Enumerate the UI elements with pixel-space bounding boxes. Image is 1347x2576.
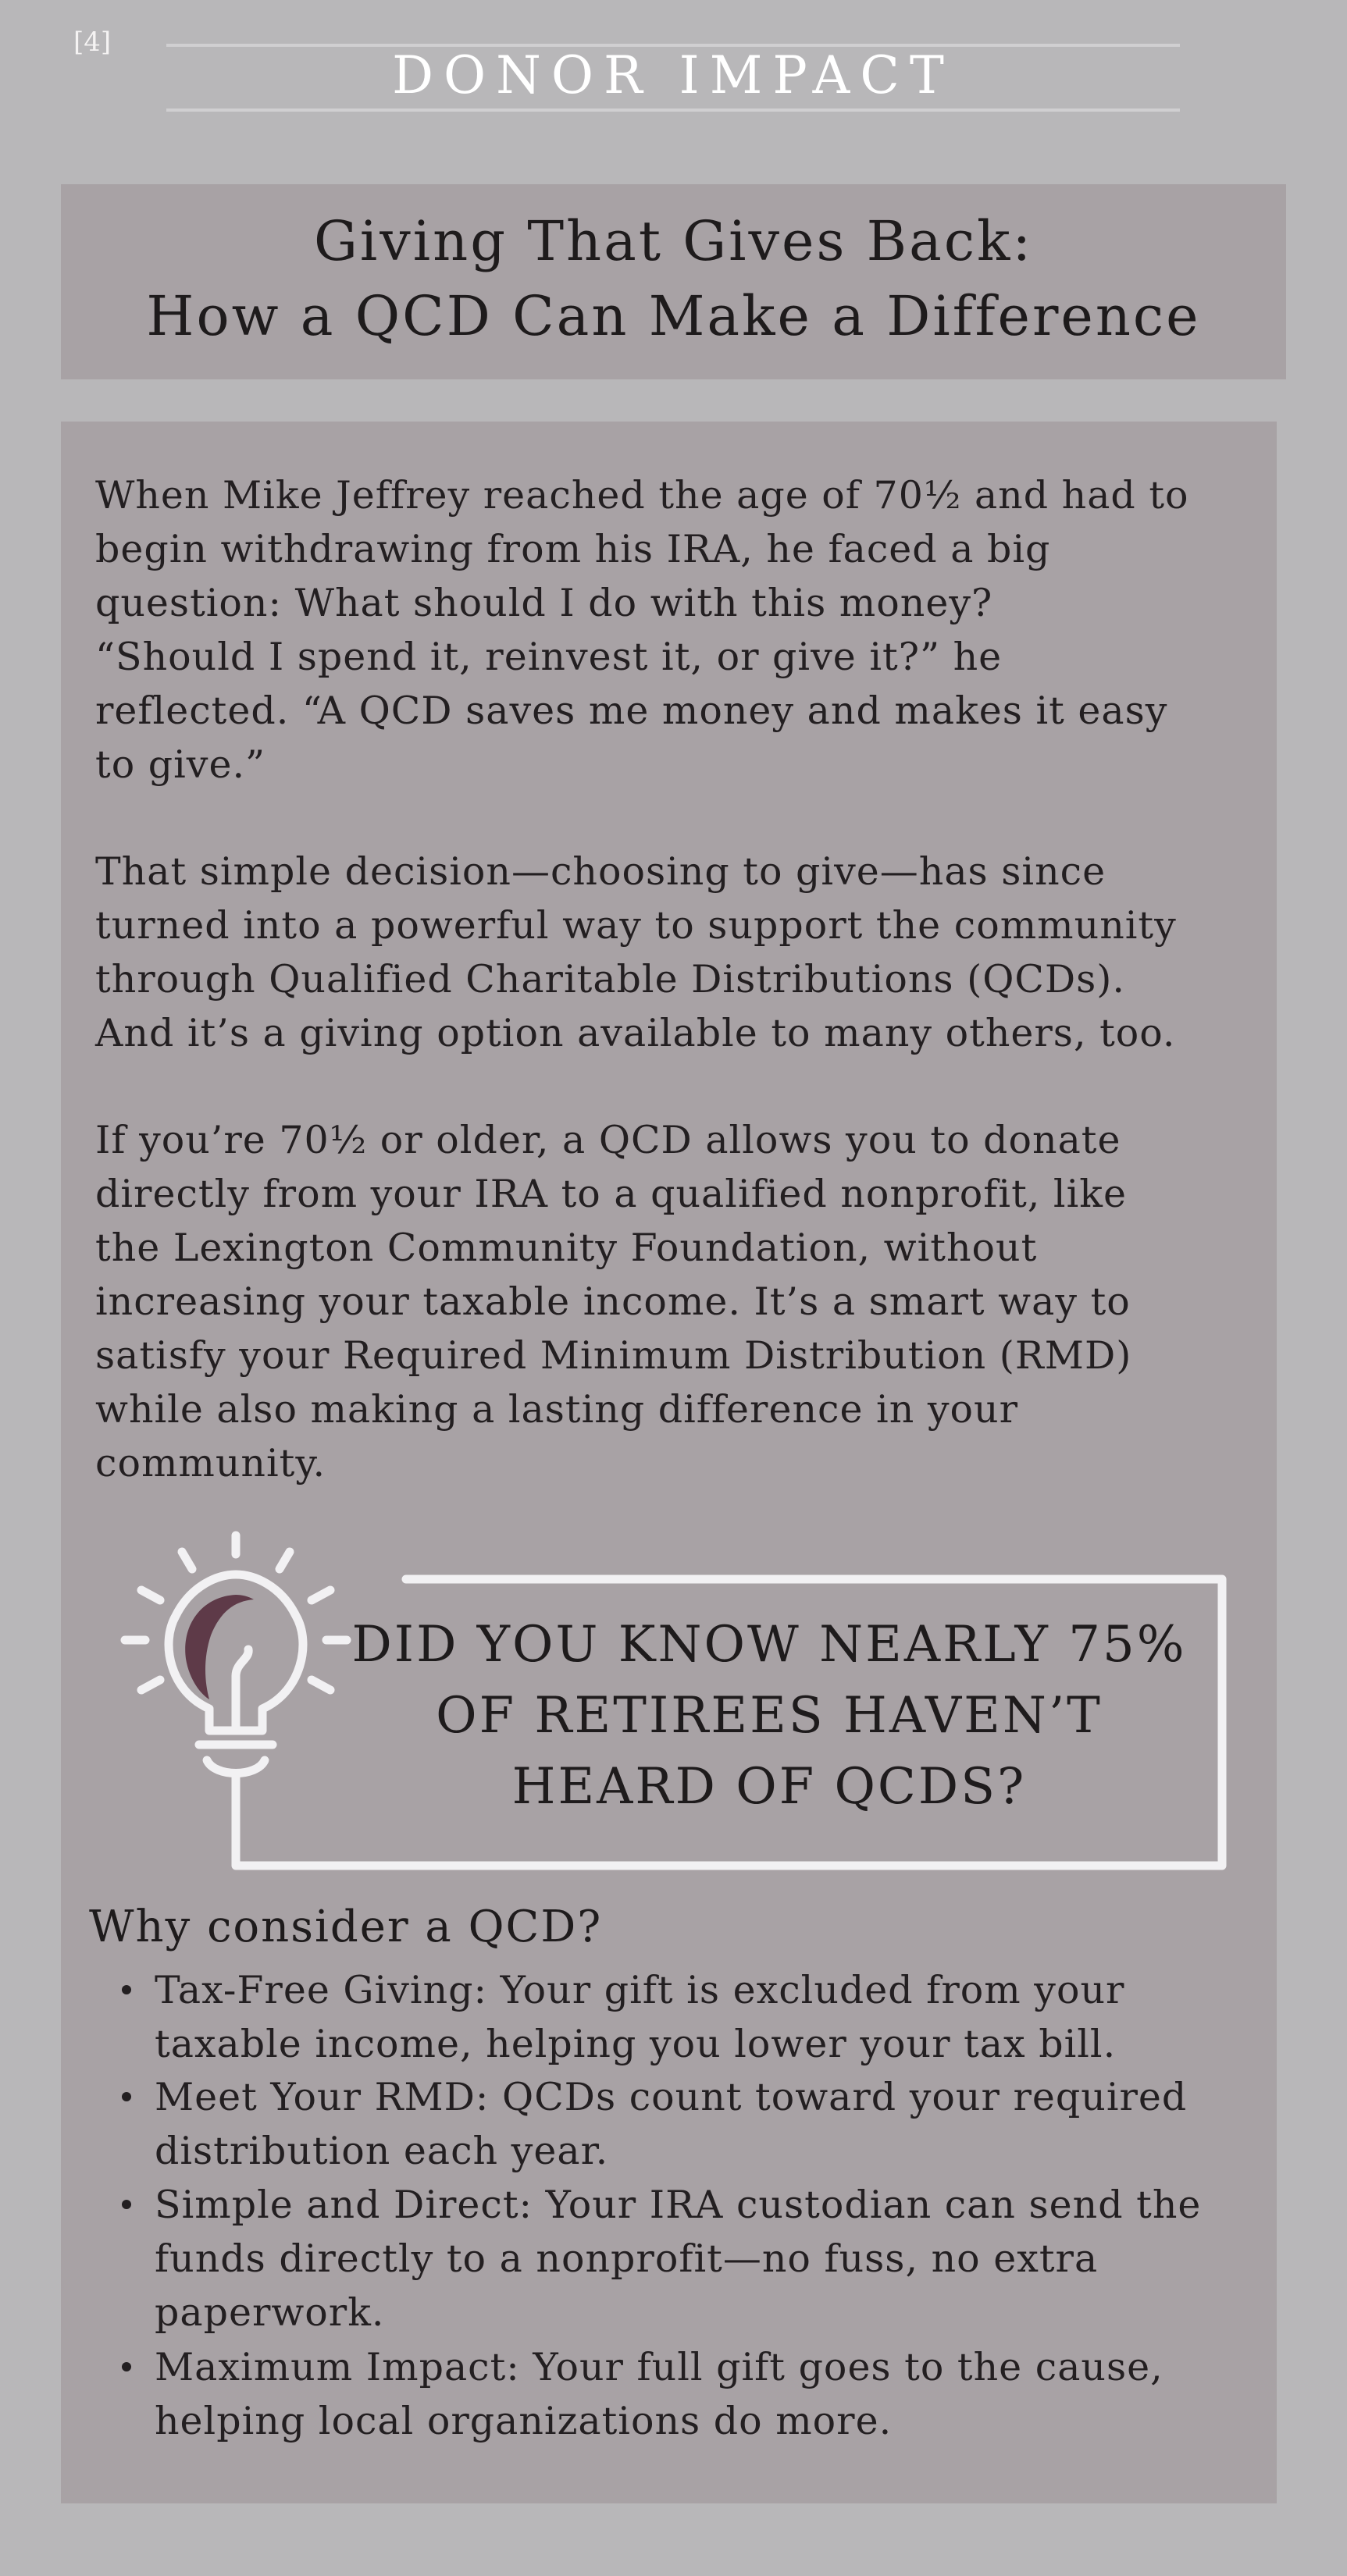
paragraph-simple-decision bbox=[95, 845, 1267, 1060]
text-line: Maximum Impact: Your full gift goes to the cause, bbox=[155, 2345, 1163, 2389]
page-number: [4] bbox=[73, 27, 112, 58]
text-line: Simple and Direct: Your IRA custodian can send the bbox=[155, 2183, 1202, 2227]
list-item-maximum-impact bbox=[155, 2340, 1263, 2448]
text-line: distribution each year. bbox=[155, 2129, 609, 2173]
callout-statistic bbox=[344, 1610, 1195, 1823]
text-line: If you’re 70½ or older, a QCD allows you to donate bbox=[95, 1118, 1121, 1162]
callout-line: DID YOU KNOW NEARLY 75% bbox=[351, 1616, 1187, 1674]
text-line: directly from your IRA to a qualified nonprofit, like bbox=[95, 1172, 1127, 1216]
text-line: When Mike Jeffrey reached the age of 70½ and had to bbox=[95, 473, 1189, 518]
paragraph-qcd-explanation bbox=[95, 1113, 1267, 1490]
text-line: to give.” bbox=[95, 742, 266, 787]
text-line: increasing your taxable income. It’s a smart way to bbox=[95, 1279, 1131, 1324]
text-line: community. bbox=[95, 1441, 326, 1485]
header-bottom-rule bbox=[166, 109, 1180, 112]
bullet-dot-icon bbox=[122, 2362, 131, 2371]
callout-line: HEARD OF QCDS? bbox=[511, 1758, 1027, 1816]
paragraph-mike-jeffrey bbox=[95, 468, 1267, 792]
text-line: turned into a powerful way to support the community bbox=[95, 903, 1177, 948]
bulb-highlight-shape bbox=[185, 1595, 254, 1699]
article-title-line-1: Giving That Gives Back: bbox=[313, 209, 1034, 273]
bullet-dot-icon bbox=[122, 1985, 131, 1994]
why-consider-heading: Why consider a QCD? bbox=[89, 1902, 603, 1952]
text-line: And it’s a giving option available to many others, too. bbox=[95, 1011, 1176, 1055]
list-item-simple-direct bbox=[155, 2178, 1263, 2339]
title-box bbox=[61, 184, 1286, 379]
bullet-dot-icon bbox=[122, 2200, 131, 2209]
list-item-meet-rmd bbox=[155, 2070, 1263, 2178]
text-line: the Lexington Community Foundation, without bbox=[95, 1226, 1038, 1270]
text-line: helping local organizations do more. bbox=[155, 2399, 893, 2443]
text-line: That simple decision—choosing to give—has since bbox=[95, 849, 1106, 894]
text-line: “Should I spend it, reinvest it, or give it?” he bbox=[95, 635, 1003, 679]
article-title-line-2: How a QCD Can Make a Difference bbox=[146, 284, 1201, 348]
text-line: Meet Your RMD: QCDs count toward your required bbox=[155, 2075, 1188, 2119]
text-line: funds directly to a nonprofit—no fuss, no extra bbox=[155, 2236, 1099, 2281]
text-line: through Qualified Charitable Distributions (QCDs). bbox=[95, 957, 1125, 1002]
text-line: paperwork. bbox=[155, 2290, 385, 2335]
text-line: while also making a lasting difference in your bbox=[95, 1387, 1019, 1432]
callout-line: OF RETIREES HAVEN’T bbox=[436, 1687, 1103, 1745]
text-line: Tax-Free Giving: Your gift is excluded from your bbox=[155, 1968, 1125, 2012]
bullet-dot-icon bbox=[122, 2092, 131, 2101]
text-line: question: What should I do with this money? bbox=[95, 581, 993, 625]
text-line: begin withdrawing from his IRA, he faced a big bbox=[95, 527, 1051, 571]
section-label: DONOR IMPACT bbox=[392, 45, 954, 105]
list-item-tax-free-giving bbox=[155, 1963, 1263, 2071]
text-line: reflected. “A QCD saves me money and makes it easy bbox=[95, 688, 1168, 733]
text-line: satisfy your Required Minimum Distribution (RMD) bbox=[95, 1333, 1132, 1378]
text-line: taxable income, helping you lower your tax bill. bbox=[155, 2022, 1117, 2066]
